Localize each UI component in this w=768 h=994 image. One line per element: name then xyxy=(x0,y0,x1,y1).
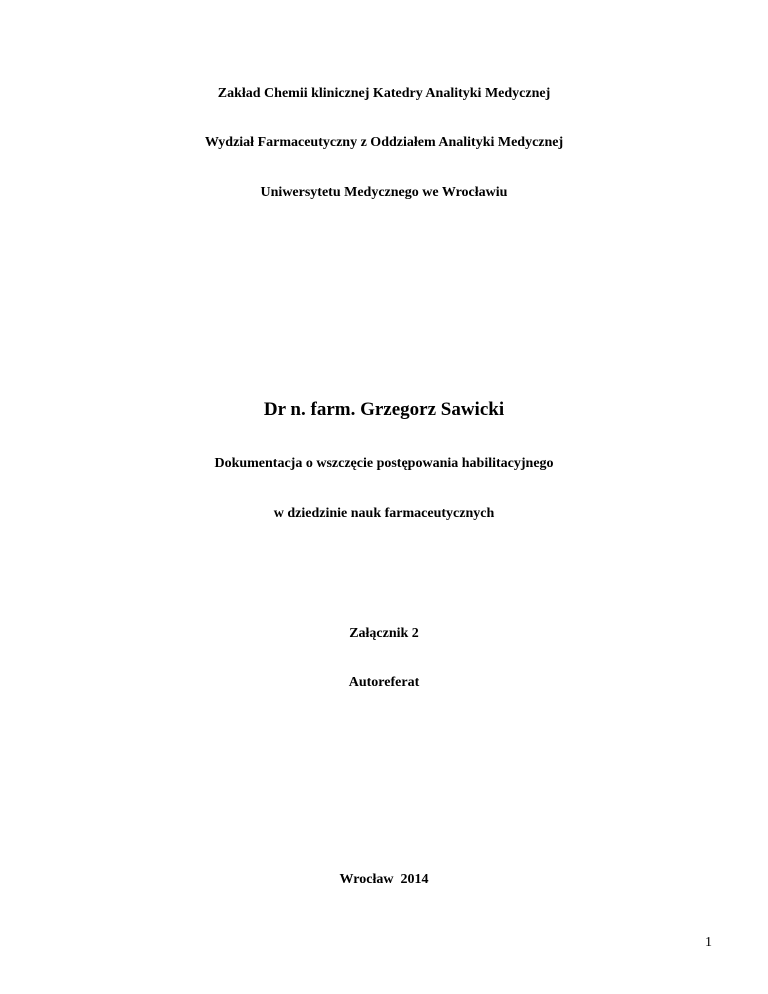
attachment-label: Załącznik 2 xyxy=(349,626,419,641)
header-department: Zakład Chemii klinicznej Katedry Analityki Medycznej xyxy=(217,86,551,101)
subtitle-line-1: Dokumentacja o wszczęcie postępowania habilitacyjnego xyxy=(214,456,554,471)
page-number: 1 xyxy=(705,935,712,950)
header-university: Uniwersytetu Medycznego we Wrocławiu xyxy=(260,185,508,200)
subtitle-line-2: w dziedzinie nauk farmaceutycznych xyxy=(273,506,495,521)
attachment-name: Autoreferat xyxy=(348,675,420,690)
place-date: Wrocław 2014 xyxy=(339,872,429,887)
author-name: Dr n. farm. Grzegorz Sawicki xyxy=(263,399,505,420)
header-faculty: Wydział Farmaceutyczny z Oddziałem Analityki Medycznej xyxy=(204,135,564,150)
